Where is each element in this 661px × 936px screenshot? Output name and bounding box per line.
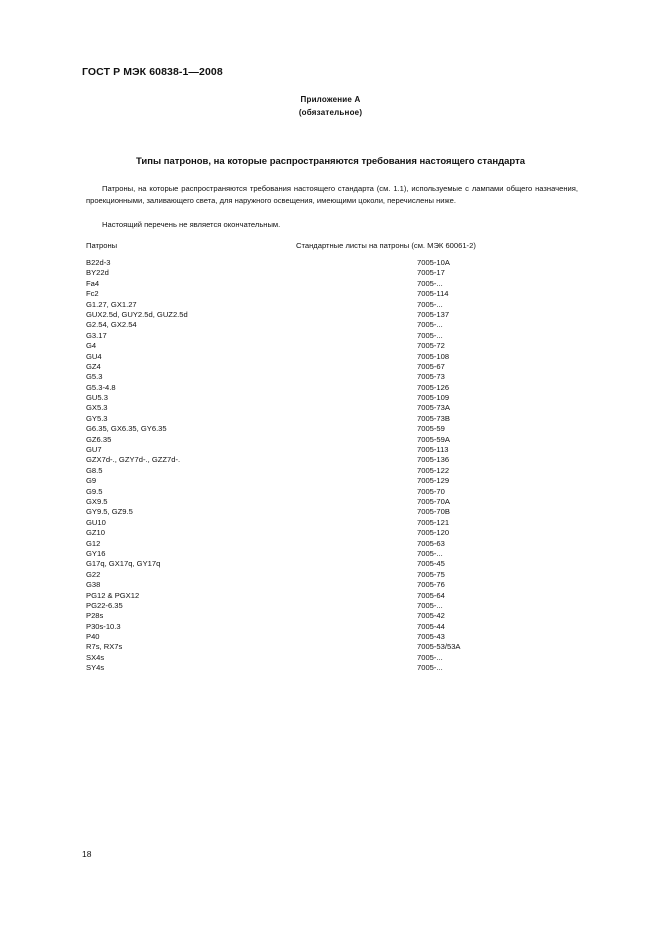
holder-type: BY22d	[86, 268, 109, 278]
table-row	[86, 466, 566, 476]
table-row	[86, 507, 566, 517]
intro-paragraph: Патроны, на которые распространяются требования настоящего стандарта (см. 1.1), используемые с лампами общего назначения, проекционными, заливающего света, для наружного освещения, имеющими цоколи, перечислены ниже.	[86, 184, 578, 205]
standard-header: ГОСТ Р МЭК 60838-1—2008	[82, 66, 223, 78]
standard-sheet: 7005-76	[417, 580, 445, 590]
table-row	[86, 518, 566, 528]
holder-type: G9	[86, 476, 97, 486]
holder-type: GU10	[86, 517, 106, 527]
standard-sheet: 7005-122	[417, 465, 450, 475]
table-row	[86, 549, 566, 559]
standard-sheet: 7005-73B	[417, 413, 450, 423]
standard-sheet: 7005-72	[417, 341, 445, 351]
table-row	[86, 632, 566, 642]
standard-sheet: 7005-70B	[417, 507, 450, 517]
holder-type: GZ4	[86, 361, 101, 371]
table-row	[86, 570, 566, 580]
table-row	[86, 320, 566, 330]
table-row	[86, 435, 566, 445]
holder-type: G17q, GX17q, GY17q	[86, 559, 161, 569]
table-row	[86, 393, 566, 403]
holder-type: SX4s	[86, 652, 105, 662]
table-row	[86, 300, 566, 310]
standard-sheet: 7005-...	[417, 548, 443, 558]
holder-type: G6.35, GX6.35, GY6.35	[86, 424, 167, 434]
standard-sheet: 7005-75	[417, 569, 445, 579]
section-title: Типы патронов, на которые распространяются требования настоящего стандарта	[135, 156, 526, 167]
table-row	[86, 279, 566, 289]
table-row	[86, 341, 566, 351]
standard-sheet: 7005-...	[417, 600, 443, 610]
holder-type: SY4s	[86, 663, 105, 673]
holder-type: G9.5	[86, 486, 103, 496]
standard-sheet: 7005-70	[417, 486, 445, 496]
holder-type: GU5.3	[86, 393, 108, 403]
standard-sheet: 7005-...	[417, 278, 443, 288]
standard-sheet: 7005-120	[417, 528, 450, 538]
table-row	[86, 559, 566, 569]
table-row	[86, 289, 566, 299]
standard-sheet: 7005-...	[417, 330, 443, 340]
page-number: 18	[82, 849, 92, 859]
standard-sheet: 7005-63	[417, 538, 445, 548]
holder-type: GZX7d-., GZY7d-., GZZ7d-.	[86, 455, 181, 465]
standard-sheet: 7005-45	[417, 559, 445, 569]
table-row	[86, 403, 566, 413]
standard-sheet: 7005-73A	[417, 403, 450, 413]
holder-type: PG12 & PGX12	[86, 590, 140, 600]
standard-sheet: 7005-59	[417, 424, 445, 434]
standard-sheet: 7005-136	[417, 455, 450, 465]
holder-type: P30s-10.3	[86, 621, 121, 631]
holder-type: GZ6.35	[86, 434, 112, 444]
standard-sheet: 7005-...	[417, 320, 443, 330]
standard-sheet: 7005-129	[417, 476, 450, 486]
holder-type: G4	[86, 341, 97, 351]
table-row	[86, 331, 566, 341]
column-header-holders: Патроны	[86, 241, 118, 250]
holder-type: G8.5	[86, 465, 103, 475]
table-row	[86, 268, 566, 278]
annex-subtitle: (обязательное)	[298, 108, 363, 117]
table-row	[86, 424, 566, 434]
table-row	[86, 642, 566, 652]
holder-type: GX5.3	[86, 403, 108, 413]
table-row	[86, 591, 566, 601]
annex-title: Приложение А	[300, 95, 361, 104]
standard-sheet: 7005-64	[417, 590, 445, 600]
standard-sheet: 7005-...	[417, 299, 443, 309]
standard-sheet: 7005-114	[417, 289, 449, 299]
table-row	[86, 476, 566, 486]
holder-type: G12	[86, 538, 101, 548]
table-row	[86, 352, 566, 362]
table-row	[86, 601, 566, 611]
holder-type: G38	[86, 580, 101, 590]
standard-sheet: 7005-43	[417, 632, 445, 642]
holder-type: G5.3-4.8	[86, 382, 116, 392]
standard-sheet: 7005-10A	[417, 258, 450, 267]
table-row	[86, 580, 566, 590]
holder-type: Fa4	[86, 278, 100, 288]
table-row	[86, 414, 566, 424]
standard-sheet: 7005-126	[417, 382, 450, 392]
holder-type: Fc2	[86, 289, 99, 299]
standard-sheet: 7005-109	[417, 393, 450, 403]
holder-type: B22d-3	[86, 258, 111, 267]
table-row	[86, 383, 566, 393]
standard-sheet: 7005-59A	[417, 434, 450, 444]
holder-type: GU4	[86, 351, 102, 361]
holder-type: GZ10	[86, 528, 105, 538]
holder-type: G3.17	[86, 330, 107, 340]
table-row	[86, 663, 566, 673]
standard-sheet: 7005-113	[417, 445, 449, 455]
holder-type: PG22-6.35	[86, 600, 123, 610]
table-row	[86, 653, 566, 663]
standard-sheet: 7005-70A	[417, 496, 450, 506]
holder-table	[86, 258, 566, 674]
holder-type: G5.3	[86, 372, 103, 382]
standard-sheet: 7005-67	[417, 361, 445, 371]
holder-type: GY5.3	[86, 413, 108, 423]
holder-type: GY9.5, GZ9.5	[86, 507, 133, 517]
standard-sheet: 7005-44	[417, 621, 445, 631]
standard-sheet: 7005-17	[417, 268, 445, 278]
holder-type: GUX2.5d, GUY2.5d, GUZ2.5d	[86, 309, 188, 319]
holder-type: G22	[86, 569, 101, 579]
table-row	[86, 528, 566, 538]
standard-sheet: 7005-...	[417, 652, 443, 662]
holder-type: GY16	[86, 548, 106, 558]
table-row	[86, 372, 566, 382]
standard-sheet: 7005-121	[417, 517, 450, 527]
table-row	[86, 310, 566, 320]
table-row	[86, 487, 566, 497]
table-row	[86, 622, 566, 632]
holder-type: P40	[86, 632, 100, 642]
holder-type: P28s	[86, 611, 104, 621]
standard-sheet: 7005-137	[417, 309, 450, 319]
holder-type: GU7	[86, 445, 102, 455]
standard-sheet: 7005-108	[417, 351, 450, 361]
table-row	[86, 258, 566, 268]
column-header-sheets: Стандартные листы на патроны (см. МЭК 60061-2)	[296, 241, 476, 250]
holder-type: G1.27, GX1.27	[86, 299, 137, 309]
holder-type: R7s, RX7s	[86, 642, 123, 652]
table-row	[86, 539, 566, 549]
standard-sheet: 7005-73	[417, 372, 445, 382]
holder-type: GX9.5	[86, 496, 108, 506]
holder-type: G2.54, GX2.54	[86, 320, 137, 330]
table-row	[86, 611, 566, 621]
standard-sheet: 7005-53/53A	[417, 642, 461, 652]
standard-sheet: 7005-...	[417, 663, 443, 673]
table-row	[86, 497, 566, 507]
note-paragraph: Настоящий перечень не является окончательным.	[102, 220, 281, 229]
table-row	[86, 362, 566, 372]
table-row	[86, 455, 566, 465]
table-row	[86, 445, 566, 455]
standard-sheet: 7005-42	[417, 611, 445, 621]
